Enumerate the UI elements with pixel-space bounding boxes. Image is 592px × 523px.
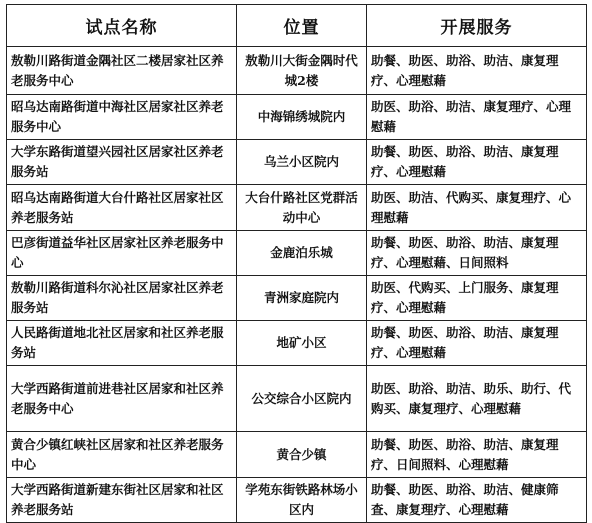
site-name-cell: 敖勒川路街道科尔沁社区居家社区养老服务站: [7, 276, 237, 321]
site-services-cell: 助餐、助医、助浴、助洁、康复理疗、日间照料、心理慰藉: [367, 432, 587, 478]
header-name: 试点名称: [7, 5, 237, 47]
site-services-cell: 助餐、助医、助浴、助洁、康复理疗、心理慰藉: [367, 140, 587, 185]
site-services-cell: 助医、代购买、上门服务、康复理疗、心理慰藉: [367, 276, 587, 321]
site-name-cell: 大学东路街道望兴园社区居家社区养老服务站: [7, 140, 237, 185]
site-services-cell: 助医、助洁、代购买、康复理疗、心理慰藉: [367, 185, 587, 231]
header-location: 位置: [237, 5, 367, 47]
site-location-cell: 敖勒川大街金隅时代城2楼: [237, 47, 367, 95]
site-name-cell: 昭乌达南路街道大台什路社区居家社区养老服务站: [7, 185, 237, 231]
table-row: [7, 185, 587, 231]
site-name-cell: 大学西路街道前进巷社区居家和社区养老服务中心: [7, 366, 237, 432]
site-location-cell: 黄合少镇: [237, 432, 367, 478]
site-name-cell: 黄合少镇红峡社区居家和社区养老服务中心: [7, 432, 237, 478]
site-location-cell: 学苑东街铁路林场小区内: [237, 478, 367, 523]
site-services-cell: 助餐、助医、助浴、助洁、康复理疗、心理慰藉: [367, 321, 587, 366]
site-name-cell: 敖勒川路街道金隅社区二楼居家社区养老服务中心: [7, 47, 237, 95]
table-row: [7, 321, 587, 366]
table-row: [7, 231, 587, 276]
table-header-row: [7, 5, 587, 47]
table-row: [7, 276, 587, 321]
site-location-cell: 中海锦绣城院内: [237, 95, 367, 140]
site-name-cell: 昭乌达南路街道中海社区居家社区养老服务中心: [7, 95, 237, 140]
site-services-cell: 助餐、助医、助浴、助洁、健康筛查、康复理疗、心理慰藉: [367, 478, 587, 523]
table-row: [7, 47, 587, 95]
site-location-cell: 大台什路社区党群活动中心: [237, 185, 367, 231]
site-name-cell: 人民路街道地北社区居家和社区养老服务站: [7, 321, 237, 366]
table-row: [7, 95, 587, 140]
table-row: [7, 140, 587, 185]
site-name-cell: 大学西路街道新建东街社区居家和社区养老服务站: [7, 478, 237, 523]
table-row: [7, 432, 587, 478]
site-location-cell: 乌兰小区院内: [237, 140, 367, 185]
site-location-cell: 青洲家庭院内: [237, 276, 367, 321]
site-location-cell: 金鹿泊乐城: [237, 231, 367, 276]
site-services-cell: 助医、助浴、助洁、康复理疗、心理慰藉: [367, 95, 587, 140]
pilot-sites-table-wrapper: [6, 4, 587, 523]
pilot-sites-table: [6, 4, 587, 523]
site-name-cell: 巴彦街道益华社区居家社区养老服务中心: [7, 231, 237, 276]
table-row: [7, 478, 587, 523]
site-location-cell: 公交综合小区院内: [237, 366, 367, 432]
table-row: [7, 366, 587, 432]
site-services-cell: 助医、助浴、助洁、助乐、助行、代购买、康复理疗、心理慰藉: [367, 366, 587, 432]
site-services-cell: 助餐、助医、助浴、助洁、康复理疗、心理慰藉: [367, 47, 587, 95]
site-location-cell: 地矿小区: [237, 321, 367, 366]
header-services: 开展服务: [367, 5, 587, 47]
site-services-cell: 助餐、助医、助浴、助洁、康复理疗、心理慰藉、日间照料: [367, 231, 587, 276]
